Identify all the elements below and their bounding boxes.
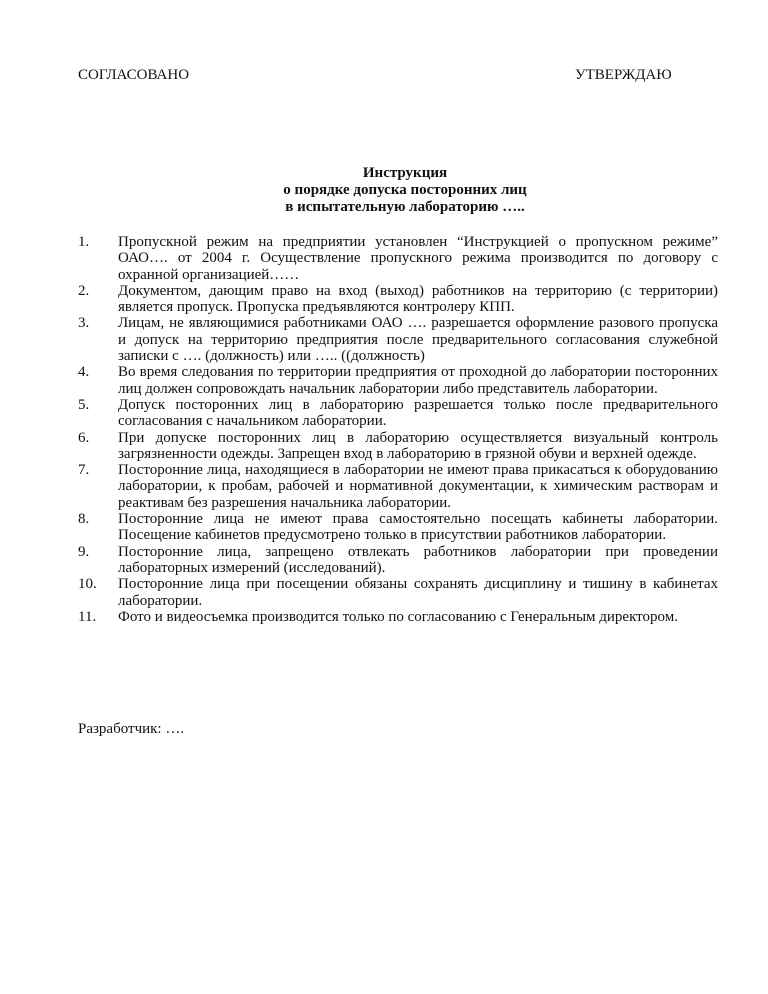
item-text: При допуске посторонних лиц в лабораторию осуществляется визуальный контроль загрязненности одежды. Запрещен вход в лабораторию в грязной обуви и верхней одежде.	[118, 429, 718, 462]
item-number: 5.	[78, 396, 90, 413]
item-text: Документом, дающим право на вход (выход) работников на территорию (с территории) является пропуск. Пропуска предъявляются контролеру КПП.	[118, 282, 718, 316]
list-item	[78, 576, 718, 609]
item-number: 10.	[78, 576, 97, 593]
list-item	[78, 430, 718, 463]
item-number: 1.	[78, 234, 90, 250]
item-text: Пропускной режим на предприятии установлен “Инструкцией о пропускном режиме” ОАО…. от 2004 г. Осуществление пропускного режима производится по договору с охранной организацией……	[118, 234, 718, 283]
list-item	[78, 397, 718, 430]
list-item	[78, 544, 718, 577]
list-item	[78, 462, 718, 511]
title-line: Инструкция	[362, 165, 448, 181]
list-item	[78, 234, 718, 283]
item-text: Посторонние лица, запрещено отвлекать работников лаборатории при проведении лабораторных измерений (исследований).	[118, 543, 718, 576]
list-item	[78, 315, 718, 364]
item-text: Посторонние лица не имеют права самостоятельно посещать кабинеты лаборатории. Посещение кабинетов предусмотрено только в присутствии работников лаборатории.	[118, 511, 718, 544]
list-item	[78, 283, 718, 316]
agreed-label: СОГЛАСОВАНО	[78, 67, 190, 83]
item-number: 9.	[78, 543, 90, 560]
title-line: о порядке допуска посторонних лиц	[283, 182, 527, 198]
item-number: 7.	[78, 462, 90, 479]
item-number: 8.	[78, 511, 90, 528]
list-item	[78, 364, 718, 397]
developer-line: Разработчик: ….	[78, 721, 185, 737]
item-text: Допуск посторонних лиц в лабораторию разрешается только после предварительного согласования с начальником лаборатории.	[118, 396, 718, 430]
list-item	[78, 609, 718, 625]
title-line: в испытательную лабораторию …..	[285, 199, 525, 215]
item-number: 2.	[78, 282, 90, 299]
approve-label: УТВЕРЖДАЮ	[575, 67, 672, 83]
item-text: Посторонние лица при посещении обязаны сохранять дисциплину и тишину в кабинетах лаборатории.	[118, 576, 718, 609]
item-number: 3.	[78, 315, 90, 332]
item-text: Посторонние лица, находящиеся в лаборатории не имеют права прикасаться к оборудованию лаборатории, к пробам, рабочей и нормативной документации, к химическим растворам и реактивам без разрешения начальника лаборатории.	[118, 462, 718, 511]
item-number: 6.	[78, 429, 90, 446]
item-text: Во время следования по территории предприятия от проходной до лаборатории посторонних лиц должен сопровождать начальник лаборатории либо представитель лаборатории.	[118, 364, 718, 397]
instruction-list	[78, 234, 718, 625]
item-text: Фото и видеосъемка производится только по согласованию с Генеральным директором.	[118, 608, 678, 625]
item-text: Лицам, не являющимися работниками ОАО …. разрешается оформление разового пропуска и допуск на территорию предприятия после предварительного согласования служебной записки с …. (должность) или ….. ((должность)	[118, 315, 718, 365]
item-number: 4.	[78, 364, 90, 381]
document-title	[0, 165, 768, 216]
item-number: 11.	[78, 608, 97, 625]
list-item	[78, 511, 718, 544]
